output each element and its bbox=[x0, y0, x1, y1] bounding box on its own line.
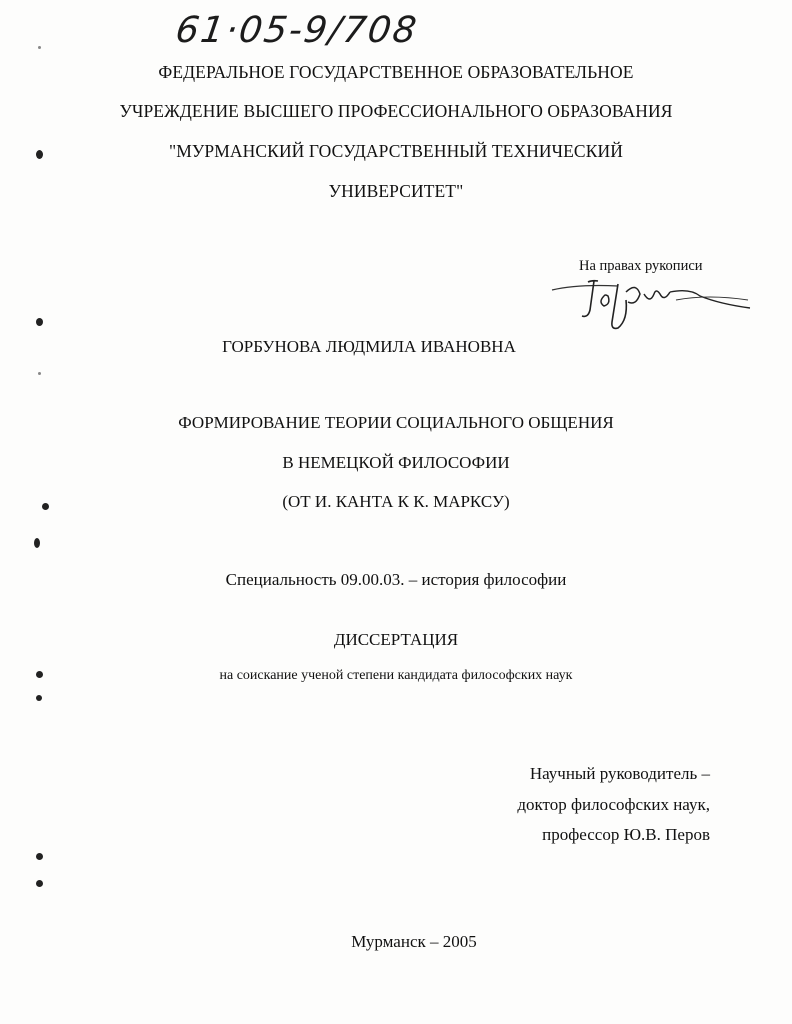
institution-line-3: "МУРМАНСКИЙ ГОСУДАРСТВЕННЫЙ ТЕХНИЧЕСКИЙ bbox=[169, 141, 623, 161]
scan-mark bbox=[36, 853, 43, 860]
scan-mark bbox=[34, 538, 40, 548]
archive-number-handwritten: 61·05-9/708 bbox=[173, 10, 421, 51]
document-type: ДИССЕРТАЦИЯ bbox=[333, 630, 459, 649]
degree-line: на соискание ученой степени кандидата философских наук bbox=[219, 668, 573, 683]
title-line-3: (ОТ И. КАНТА К К. МАРКСУ) bbox=[282, 492, 510, 511]
scan-mark bbox=[36, 318, 43, 326]
scan-mark bbox=[38, 46, 41, 49]
author-signature bbox=[548, 270, 758, 336]
scan-mark bbox=[42, 503, 49, 510]
supervisor-line-1: Научный руководитель – bbox=[529, 764, 710, 783]
scan-mark bbox=[36, 671, 43, 678]
scan-mark bbox=[36, 150, 43, 159]
title-line-2: В НЕМЕЦКОЙ ФИЛОСОФИИ bbox=[282, 453, 510, 472]
supervisor-line-2: доктор философских наук, bbox=[517, 795, 710, 814]
scan-mark bbox=[38, 372, 41, 375]
institution-line-4: УНИВЕРСИТЕТ" bbox=[328, 181, 464, 201]
manuscript-rights: На правах рукописи bbox=[579, 258, 703, 274]
specialty: Специальность 09.00.03. – история философии bbox=[225, 570, 567, 589]
title-line-1: ФОРМИРОВАНИЕ ТЕОРИИ СОЦИАЛЬНОГО ОБЩЕНИЯ bbox=[178, 413, 614, 432]
scan-mark bbox=[36, 695, 42, 701]
institution-line-1: ФЕДЕРАЛЬНОЕ ГОСУДАРСТВЕННОЕ ОБРАЗОВАТЕЛЬНОЕ bbox=[158, 62, 634, 82]
institution-line-2: УЧРЕЖДЕНИЕ ВЫСШЕГО ПРОФЕССИОНАЛЬНОГО ОБРАЗОВАНИЯ bbox=[119, 101, 673, 121]
place-year: Мурманск – 2005 bbox=[351, 932, 477, 951]
author-name: ГОРБУНОВА ЛЮДМИЛА ИВАНОВНА bbox=[222, 337, 516, 356]
supervisor-line-3: профессор Ю.В. Перов bbox=[542, 825, 710, 844]
scan-mark bbox=[36, 880, 43, 887]
